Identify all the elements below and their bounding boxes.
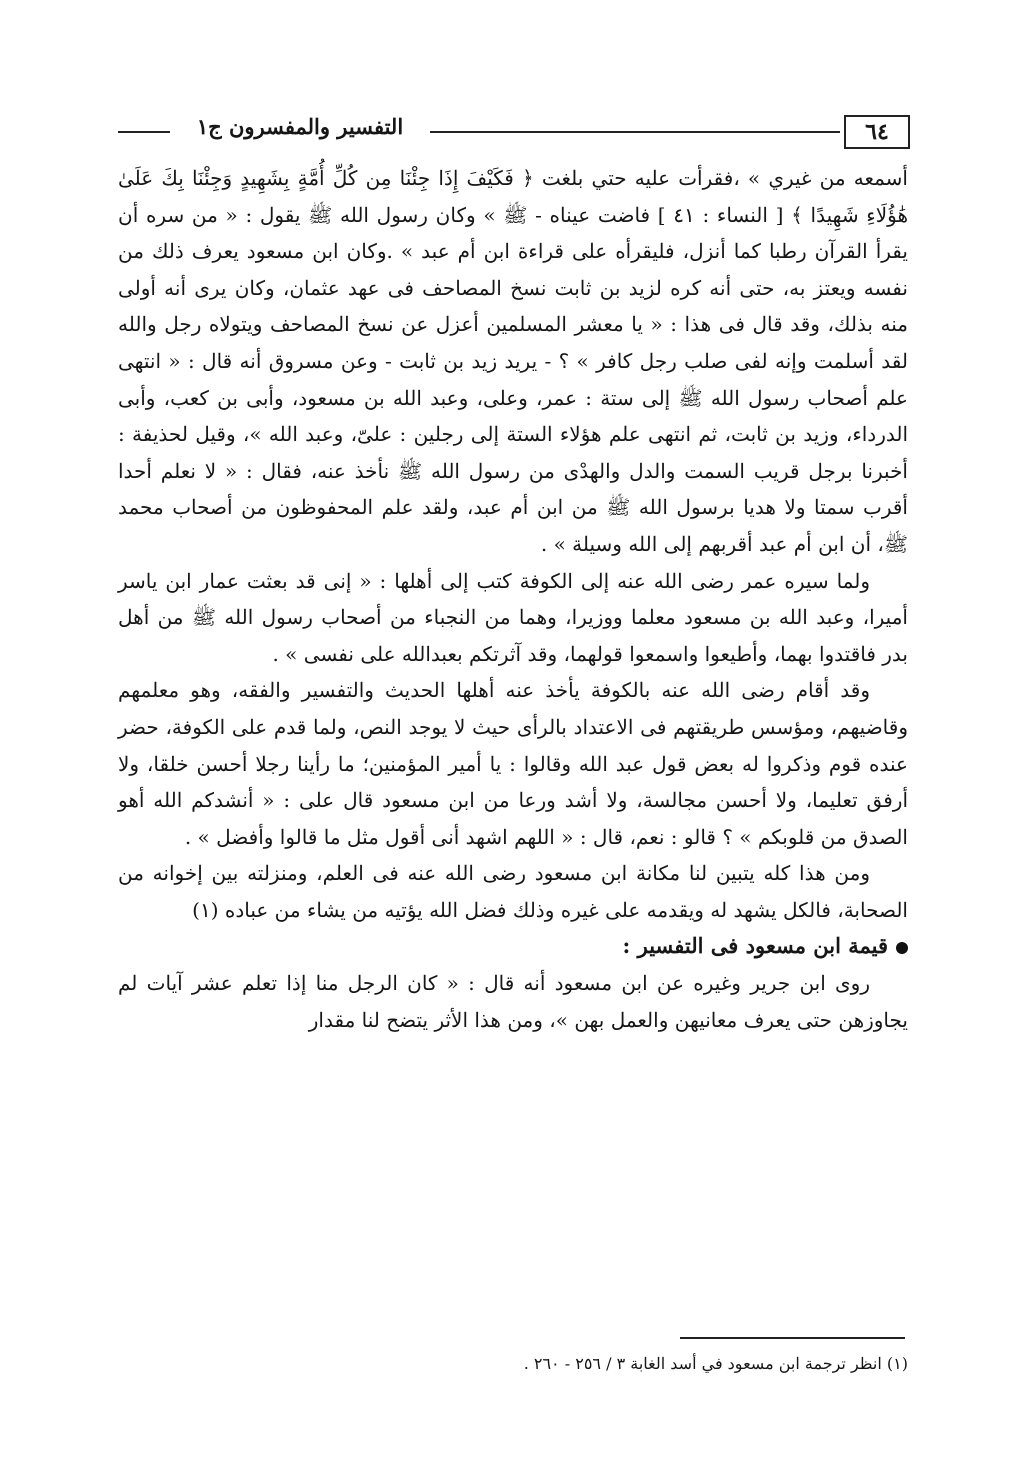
body-text — [118, 160, 908, 1038]
bullet-icon — [896, 942, 908, 954]
section-heading — [118, 928, 908, 965]
page-header — [118, 112, 908, 152]
page-number: ٦٤ — [844, 115, 910, 149]
paragraph-5: روى ابن جرير وغيره عن ابن مسعود أنه قال : « كان الرجل منا إذا تعلم عشر آيات لم يجاوزهن حتى يعرف معانيهن والعمل بهن »، ومن هذا الأثر يتضح لنا مقدار — [118, 971, 908, 1032]
paragraph-4: ومن هذا كله يتبين لنا مكانة ابن مسعود رضى الله عنه فى العلم، ومنزلته بين إخوانه من الصحابة، فالكل يشهد له ويقدمه على غيره وذلك فضل الله يؤتيه من يشاء من عباده (١) — [118, 861, 908, 922]
footnote: (١) انظر ترجمة ابن مسعود في أسد الغابة ٣ / ٢٥٦ - ٢٦٠ . — [523, 1354, 908, 1373]
paragraph-3: وقد أقام رضى الله عنه بالكوفة يأخذ عنه أهلها الحديث والتفسير والفقه، وهو معلمهم وقاضيهم، ومؤسس طريقتهم فى الاعتداد بالرأى حيث لا يوجد النص، ولما قدم على الكوفة، حضر عنده قوم وذكروا له بعض قول عبد الله وقالوا : يا أمير المؤمنين؛ ما رأينا رجلا أحسن خلقا، ولا أرفق تعليما، ولا أحسن مجالسة، ولا أشد ورعا من ابن مسعود قال على : « أنشدكم الله أهو الصدق من قلوبكم » ؟ قالو : نعم، قال : « اللهم اشهد أنى أقول مثل ما قالوا وأفضل » . — [118, 678, 908, 849]
paragraph-2: ولما سيره عمر رضى الله عنه إلى الكوفة كتب إلى أهلها : « إنى قد بعثت عمار ابن ياسر أميرا، وعبد الله بن مسعود معلما ووزيرا، وهما من النجباء من أصحاب رسول الله ﷺ من أهل بدر فاقتدوا بهما، وأطيعوا واسمعوا قولهما، وقد آثرتكم بعبدالله على نفسى » . — [118, 568, 908, 666]
paragraph-1: أسمعه من غيري » ،فقرأت عليه حتي بلغت ﴿ فَكَيْفَ إِذَا جِئْنَا مِن كُلِّ أُمَّةٍ بِشَهِيدٍ وَجِئْنَا بِكَ عَلَىٰ هَٰؤُلَاءِ شَهِيدًا ﴾ [ النساء : ٤١ ] فاضت عيناه - ﷺ » وكان رسول الله ﷺ يقول : « من سره أن يقرأ القرآن رطبا كما أنزل، فليقرأه على قراءة ابن أم عبد » .وكان ابن مسعود يعرف ذلك من نفسه ويعتز به، حتى أنه كره لزيد بن ثابت نسخ المصاحف فى عهد عثمان، وكان يرى أنه أولى منه بذلك، وقد قال فى هذا : « يا معشر المسلمين أعزل عن نسخ المصاحف ويتولاه رجل والله لقد أسلمت وإنه لفى صلب رجل كافر » ؟ - يريد زيد بن ثابت - وعن مسروق أنه قال : « انتهى علم أصحاب رسول الله ﷺ إلى ستة : عمر، وعلى، وعبد الله بن مسعود، وأبى بن كعب، وأبى الدرداء، وزيد بن ثابت، ثم انتهى علم هؤلاء الستة إلى رجلين : علىّ، وعبد الله »، وقيل لحذيفة : أخبرنا برجل قريب السمت والدل والهدْى من رسول الله ﷺ نأخذ عنه، فقال : « لا نعلم أحدا أقرب سمتا ولا هديا برسول الله ﷺ من ابن أم عبد، ولقد علم المحفوظون من أصحاب محمد ﷺ، أن ابن أم عبد أقربهم إلى الله وسيلة » . — [118, 166, 909, 556]
footnote-rule — [680, 1337, 905, 1339]
header-rule-left — [118, 131, 170, 133]
running-title: التفسير والمفسرون ج١ — [196, 114, 404, 139]
header-rule-middle — [430, 131, 840, 133]
section-heading-text: قيمة ابن مسعود فى التفسير : — [622, 933, 888, 959]
